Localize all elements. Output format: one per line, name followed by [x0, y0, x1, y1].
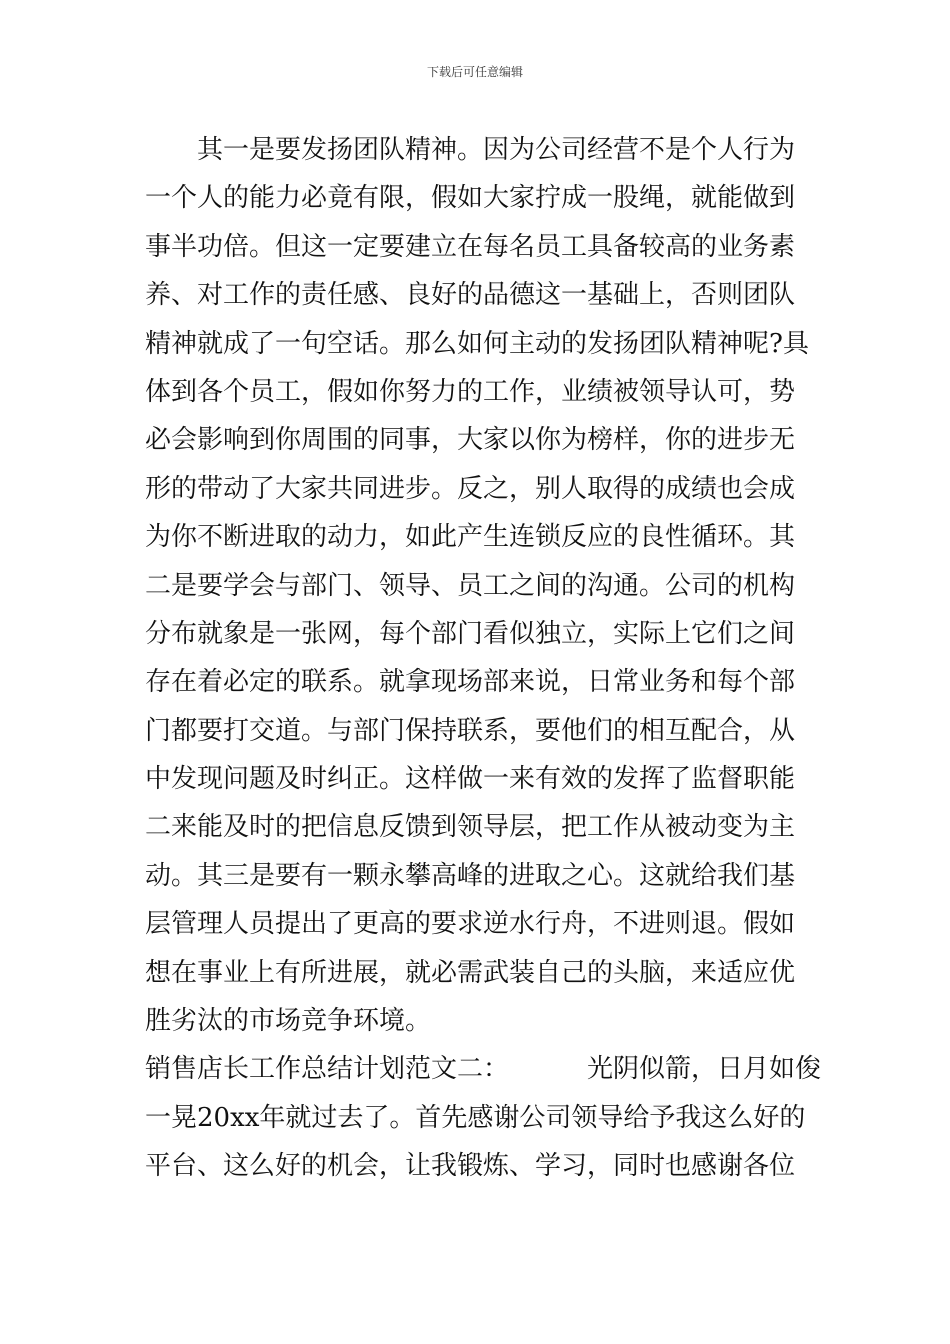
paragraph-line: 门都要打交道。与部门保持联系，要他们的相互配合，从: [145, 715, 796, 746]
paragraph-line: 一个人的能力必竟有限，假如大家拧成一股绳，就能做到: [145, 183, 796, 214]
document-body: [145, 126, 822, 1191]
section-title: 销售店长工作总结计划范文二：: [145, 1054, 510, 1085]
paragraph-line: 养、对工作的责任感、良好的品德这一基础上，否则团队: [145, 280, 796, 311]
paragraph-line: 平台、这么好的机会，让我锻炼、学习，同时也感谢各位: [145, 1151, 796, 1182]
paragraph-line: 二是要学会与部门、领导、员工之间的沟通。公司的机构: [145, 570, 796, 601]
paragraph-line: 分布就象是一张网，每个部门看似独立，实际上它们之间: [145, 618, 796, 649]
section-heading-line: [145, 1045, 822, 1093]
paragraph-line: 一晃20xx年就过去了。首先感谢公司领导给予我这么好的: [145, 1102, 806, 1133]
paragraph-line: 动。其三是要有一颗永攀高峰的进取之心。这就给我们基: [145, 860, 796, 891]
paragraph-line: 体到各个员工，假如你努力的工作，业绩被领导认可，势: [145, 376, 796, 407]
paragraph-line: 层管理人员提出了更高的要求逆水行舟，不进则退。假如: [145, 909, 796, 940]
paragraph-line: 其一是要发扬团队精神。因为公司经营不是个人行为: [197, 135, 796, 165]
paragraph-line: 形的带动了大家共同进步。反之，别人取得的成绩也会成: [145, 473, 796, 504]
paragraph-line: 必会影响到你周围的同事，大家以你为榜样，你的进步无: [145, 425, 796, 456]
page-header-note: 下载后可任意编辑: [426, 65, 523, 79]
paragraph-line: 存在着必定的联系。就拿现场部来说，日常业务和每个部: [145, 667, 796, 698]
paragraph-line: 精神就成了一句空话。那么如何主动的发扬团队精神呢?具: [145, 328, 809, 359]
paragraph-line: 二来能及时的把信息反馈到领导层，把工作从被动变为主: [145, 812, 796, 843]
paragraph-line: 想在事业上有所进展，就必需武装自己的头脑，来适应优: [145, 957, 796, 988]
paragraph-line: 事半功倍。但这一定要建立在每名员工具备较高的业务素: [145, 231, 796, 262]
paragraph-line: 中发现问题及时纠正。这样做一来有效的发挥了监督职能: [145, 764, 796, 795]
paragraph-line: 为你不断进取的动力，如此产生连锁反应的良性循环。其: [145, 522, 796, 553]
paragraph-line: 胜劣汰的市场竞争环境。: [145, 1006, 432, 1037]
section-first-text: 光阴似箭，日月如俊: [587, 1054, 822, 1085]
